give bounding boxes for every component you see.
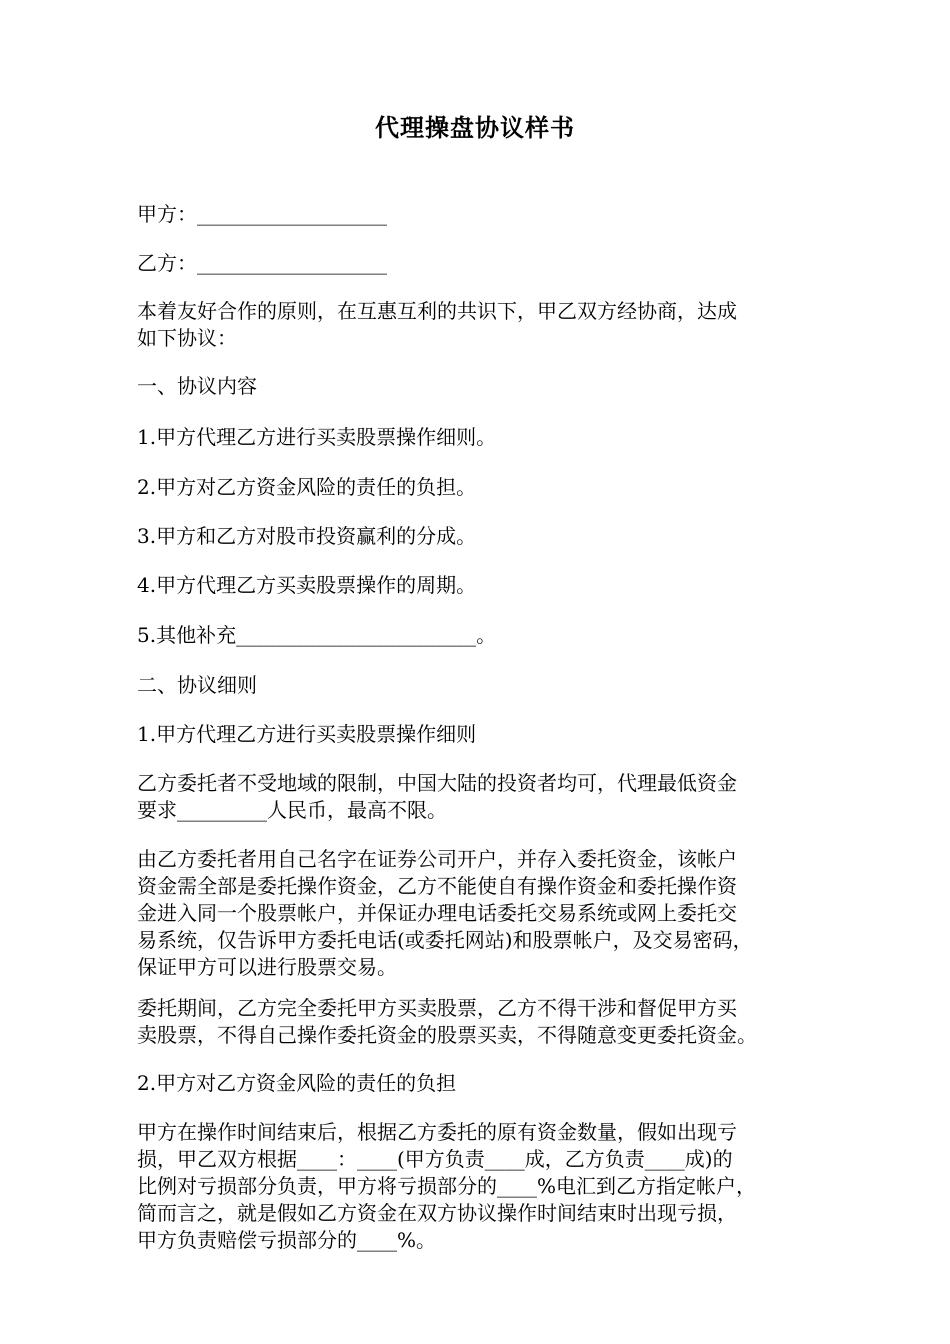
section2-sub1-paragraph-1: 乙方委托者不受地域的限制，中国大陆的投资者均可，代理最低资金 要求_________人民币，最高不限。	[137, 771, 737, 822]
section2-sub1-paragraph-3: 委托期间，乙方完全委托甲方买卖股票，乙方不得干涉和督促甲方买 卖股票，不得自己操作委托资金的股票买卖，不得随意变更委托资金。	[137, 996, 757, 1047]
intro-paragraph: 本着友好合作的原则，在互惠互利的共识下，甲乙双方经协商，达成 如下协议：	[137, 299, 737, 350]
section1-item-4: 4.甲方代理乙方买卖股票操作的周期。	[137, 573, 477, 597]
document-title: 代理操盘协议样书	[375, 113, 575, 142]
section2-heading: 二、协议细则	[137, 673, 257, 697]
party-a-line: 甲方：___________________	[137, 202, 387, 226]
section1-item-2: 2.甲方对乙方资金风险的责任的负担。	[137, 475, 477, 499]
section2-sub1-paragraph-2: 由乙方委托者用自己名字在证券公司开户，并存入委托资金，该帐户 资金需全部是委托操作资金，乙方不能使自有操作资金和委托操作资 金进入同一个股票帐户，并保证办理电话委托交易系统或网上委托交 易系统，仅告诉甲方委托电话(或委托网站)和股票帐户，及交易密码， 保证甲方可以进行股票交易。	[137, 847, 753, 979]
section2-sub1-title: 1.甲方代理乙方进行买卖股票操作细则	[137, 722, 477, 746]
section1-item-5: 5.其他补充________________________。	[137, 623, 497, 647]
party-b-line: 乙方：___________________	[137, 251, 387, 275]
section2-sub2-paragraph: 甲方在操作时间结束后，根据乙方委托的原有资金数量，假如出现亏 损，甲乙双方根据____：____(甲方负责____成，乙方负责____成)的 比例对亏损部分负责，甲方将亏损部分的____%电汇到乙方指定帐户， 简而言之，就是假如乙方资金在双方协议操作时间结束时出现亏损， 甲方负责赔偿亏损部分的____%。	[137, 1120, 757, 1252]
section2-sub2-title: 2.甲方对乙方资金风险的责任的负担	[137, 1071, 457, 1095]
section1-item-1: 1.甲方代理乙方进行买卖股票操作细则。	[137, 425, 497, 449]
section1-heading: 一、协议内容	[137, 374, 257, 398]
section1-item-3: 3.甲方和乙方对股市投资赢利的分成。	[137, 524, 477, 548]
